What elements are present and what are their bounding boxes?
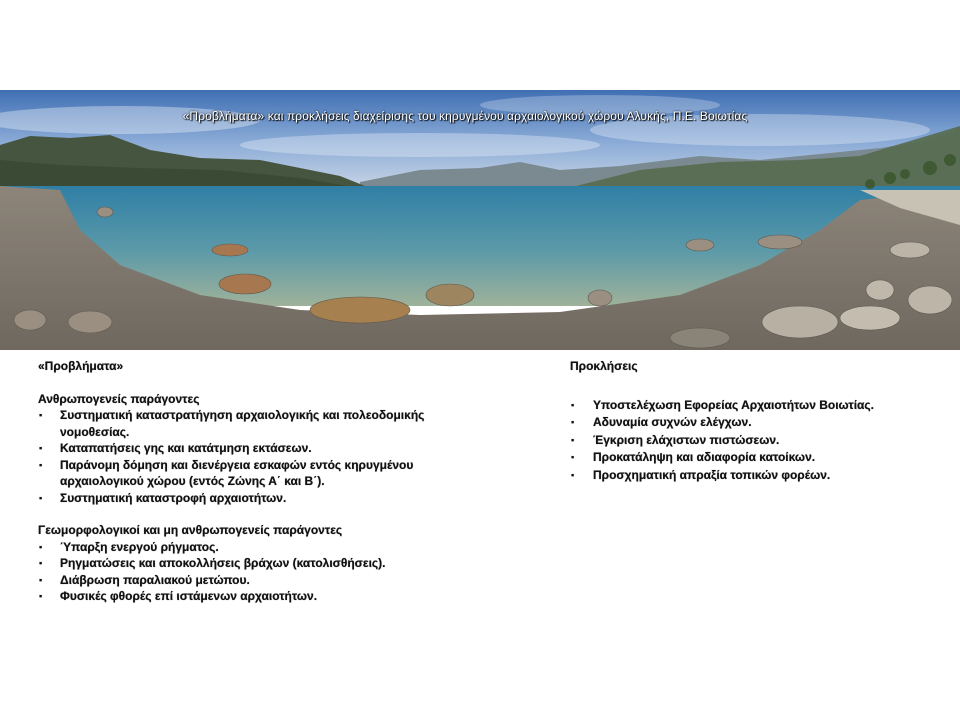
- list-item: ▪ Συστηματική καταστροφή αρχαιοτήτων.: [39, 490, 287, 505]
- problems-column: [38, 358, 458, 605]
- bullet-icon: ▪: [39, 459, 43, 470]
- list-item: ▪ Προκατάληψη και αδιαφορία κατοίκων.: [571, 450, 816, 464]
- list-item: ▪ Αδυναμία συχνών ελέγχων.: [571, 415, 752, 429]
- problems-heading: «Προβλήματα»: [38, 359, 124, 373]
- bullet-icon: ▪: [39, 558, 43, 568]
- bullet-icon: ▪: [571, 469, 575, 480]
- list-item: ▪ Φυσικές φθορές επί ιστάμενων αρχαιοτήτων.: [39, 589, 318, 603]
- list-item: ▪ Προσχηματική απραξία τοπικών φορέων.: [571, 467, 831, 482]
- list-item: ▪ Διάβρωση παραλιακού μετώπου.: [39, 572, 250, 587]
- natural-factors-list: [38, 539, 458, 605]
- list-item: ▪ Καταπατήσεις γης και κατάτμηση εκτάσεων.: [39, 441, 312, 455]
- anthropogenic-factors-list: [38, 407, 458, 506]
- bullet-icon: ▪: [39, 492, 43, 503]
- challenges-list: [570, 397, 950, 484]
- natural-factors-title: Γεωμορφολογικοί και μη ανθρωπογενείς παράγοντες: [38, 523, 343, 537]
- list-item: ▪ Έγκριση ελάχιστων πιστώσεων.: [571, 432, 780, 447]
- bullet-icon: ▪: [571, 434, 575, 445]
- panorama-banner: [0, 90, 960, 350]
- slide-title: «Προβλήματα» και προκλήσεις διαχείρισης του κηρυγμένου αρχαιολογικού χώρου Αλυκής, Π.Ε. Βοιωτίας: [182, 109, 748, 123]
- list-item: ▪ Συστηματική καταστρατήγηση αρχαιολογικής και πολεοδομικής νομοθεσίας.: [39, 408, 425, 439]
- challenges-heading: Προκλήσεις: [570, 359, 638, 373]
- bullet-icon: ▪: [39, 574, 43, 585]
- anthropogenic-factors-title: Ανθρωπογενείς παράγοντες: [38, 391, 200, 406]
- bullet-icon: ▪: [39, 443, 43, 453]
- list-item: ▪ Ύπαρξη ενεργού ρήγματος.: [39, 539, 219, 554]
- bullet-icon: ▪: [39, 410, 43, 420]
- bullet-icon: ▪: [39, 541, 43, 552]
- bullet-icon: ▪: [39, 591, 43, 601]
- bullet-icon: ▪: [571, 452, 575, 462]
- bullet-icon: ▪: [571, 417, 575, 427]
- list-item: ▪ Παράνομη δόμηση και διενέργεια εσκαφών εντός κηρυγμένου αρχαιολογικού χώρου (εντός Ζώνης Α΄ και Β΄).: [39, 457, 414, 488]
- list-item: ▪ Υποστελέχωση Εφορείας Αρχαιοτήτων Βοιωτίας.: [571, 397, 874, 412]
- list-item: ▪ Ρηγματώσεις και αποκολλήσεις βράχων (κατολισθήσεις).: [39, 556, 386, 570]
- coastal-panorama-photo: [0, 90, 960, 350]
- challenges-column: [570, 358, 950, 484]
- bullet-icon: ▪: [571, 399, 575, 410]
